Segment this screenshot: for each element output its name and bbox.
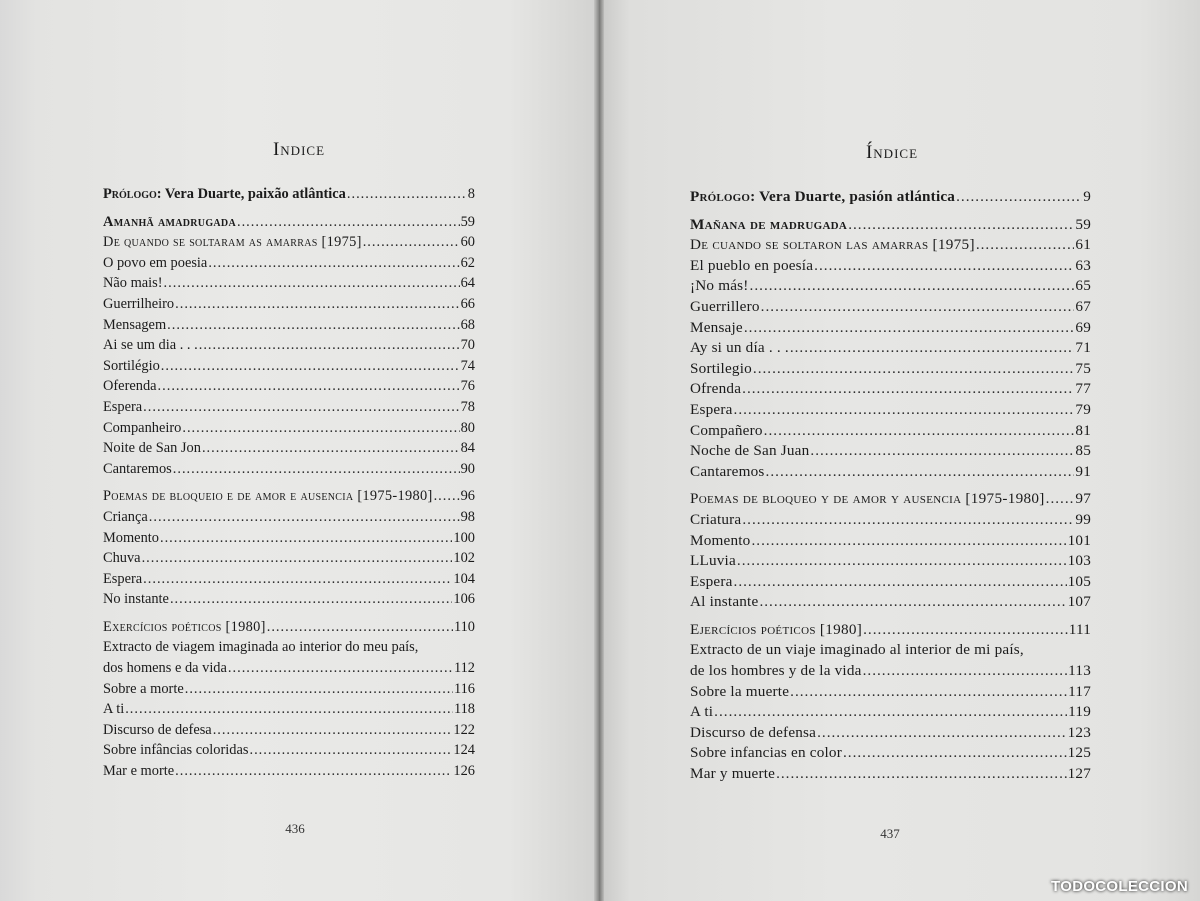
dot-leader <box>149 507 460 528</box>
toc-entry-title: de los hombres y de la vida <box>690 662 862 680</box>
toc-entry <box>690 338 1091 359</box>
toc-entry <box>690 723 1091 744</box>
toc-entry-title: Extracto de un viaje imaginado al interior de mi país, <box>690 641 1024 659</box>
toc-entry <box>690 572 1091 593</box>
toc-entry-title: Cantaremos <box>690 462 765 480</box>
toc-entry <box>690 682 1091 703</box>
toc-page-number: 100 <box>453 529 475 546</box>
dot-leader <box>766 462 1075 483</box>
toc-entry-title: Momento <box>690 531 751 549</box>
toc-entry-title: Espera <box>690 572 733 590</box>
dot-leader <box>744 318 1075 339</box>
toc-entry <box>103 679 475 700</box>
dot-leader <box>976 235 1075 256</box>
toc-page-number: 98 <box>460 508 475 525</box>
toc-page-number: 124 <box>453 742 475 759</box>
page-number: 437 <box>880 826 900 841</box>
dot-leader <box>761 297 1075 318</box>
toc-page-number: 61 <box>1075 236 1091 254</box>
dot-leader <box>213 720 453 741</box>
dot-leader <box>161 356 460 377</box>
toc-entry-title: Criança <box>103 508 148 525</box>
toc-entry-title: dos homens e da vida <box>103 660 227 677</box>
toc-entry-title: Poemas de bloqueio e de amor e ausencia [1975-1980] <box>103 488 433 505</box>
toc-entry <box>103 376 475 397</box>
dot-leader <box>125 699 453 720</box>
toc-entry <box>103 658 475 679</box>
dot-leader <box>759 592 1066 613</box>
toc-entry-title: Não mais! <box>103 275 163 292</box>
toc-page-number: 79 <box>1075 400 1091 418</box>
dot-leader <box>167 315 459 336</box>
toc-page-number: 96 <box>460 488 475 505</box>
dot-leader <box>249 740 452 761</box>
toc-entry <box>690 592 1091 613</box>
dot-leader <box>208 253 459 274</box>
toc-entry <box>103 335 475 356</box>
toc-page-number: 62 <box>460 254 475 271</box>
dot-leader <box>202 438 460 459</box>
toc-entry-title: Chuva <box>103 550 141 567</box>
toc-entry-title: Sortilegio <box>690 359 752 377</box>
toc-entry-title: Ejercícios poéticos [1980] <box>690 620 863 638</box>
toc-page-number: 90 <box>460 460 475 477</box>
toc-entry-title: Al instante <box>690 593 759 611</box>
dot-leader <box>228 658 453 679</box>
dot-leader <box>848 215 1074 236</box>
page-title: Índice <box>865 142 919 163</box>
toc-entry-title: Ai se um dia . . . <box>103 337 198 354</box>
dot-leader <box>363 232 460 253</box>
dot-leader <box>175 294 459 315</box>
toc-entry <box>103 637 475 658</box>
toc-entry <box>690 256 1091 277</box>
dot-leader <box>170 589 452 610</box>
toc-page-number: 81 <box>1075 421 1091 439</box>
dot-leader <box>143 397 459 418</box>
dot-leader <box>750 276 1075 297</box>
toc-entry <box>103 761 475 782</box>
toc-entry <box>690 551 1091 572</box>
toc-page-number: 101 <box>1067 531 1091 549</box>
toc-entry <box>690 297 1091 318</box>
toc-page-number: 68 <box>460 316 475 333</box>
toc-entry-title: Cantaremos <box>103 460 172 477</box>
toc-entry-title: Espera <box>103 398 143 415</box>
toc-entry-title: Sortilégio <box>103 357 160 374</box>
toc-entry <box>690 187 1091 208</box>
toc-page-number: 104 <box>453 570 475 587</box>
dot-leader <box>434 486 460 507</box>
toc-entry <box>103 212 475 233</box>
toc-entry-label: Prólogo: <box>103 186 162 202</box>
toc-entry <box>690 235 1091 256</box>
toc-page-number: 60 <box>460 234 475 251</box>
toc-page-number: 111 <box>1068 620 1091 638</box>
toc-entry <box>103 294 475 315</box>
toc-page-number: 65 <box>1075 277 1091 295</box>
toc-entry-title: Discurso de defesa <box>103 721 212 738</box>
dot-leader <box>347 184 467 205</box>
toc-page-number: 59 <box>460 213 475 230</box>
table-of-contents <box>690 187 1091 785</box>
toc-page-number: 127 <box>1067 765 1091 783</box>
watermark: TODOCOLECCION <box>1051 878 1188 895</box>
dot-leader <box>810 441 1074 462</box>
toc-entry-title: O povo em poesia <box>103 254 208 271</box>
toc-entry-title: Ay si un día . . . <box>690 339 789 357</box>
dot-leader <box>776 764 1067 785</box>
toc-entry-title: Criatura <box>690 510 742 528</box>
toc-page-number: 126 <box>453 763 475 780</box>
toc-page-number: 67 <box>1075 297 1091 315</box>
dot-leader <box>142 548 453 569</box>
toc-entry <box>690 702 1091 723</box>
toc-entry-title: Mensagem <box>103 316 167 333</box>
toc-page-number: 107 <box>1067 593 1091 611</box>
toc-entry-title: El pueblo en poesía <box>690 256 814 274</box>
toc-entry-label: Prólogo: <box>690 188 756 205</box>
toc-entry-title: Guerrilheiro <box>103 295 175 312</box>
toc-page-number: 70 <box>460 337 475 354</box>
toc-entry-title: Noite de San Jon <box>103 440 201 457</box>
toc-entry <box>103 507 475 528</box>
toc-entry <box>103 589 475 610</box>
toc-page-number: 123 <box>1067 723 1091 741</box>
toc-page-number: 91 <box>1075 462 1091 480</box>
toc-page-number: 119 <box>1068 703 1091 721</box>
toc-entry-title: A ti <box>103 701 125 718</box>
toc-entry-title: Espera <box>103 570 143 587</box>
toc-page-number: 69 <box>1075 318 1091 336</box>
toc-entry-title: LLuvia <box>690 552 736 570</box>
toc-entry <box>103 232 475 253</box>
toc-entry-title: Mar e morte <box>103 763 175 780</box>
dot-leader <box>160 528 452 549</box>
toc-entry-title: Discurso de defensa <box>690 723 817 741</box>
toc-page-number: 9 <box>1083 188 1091 205</box>
toc-page-number: 76 <box>460 378 475 395</box>
toc-entry-title: Exercícios poéticos [1980] <box>103 618 266 635</box>
toc-entry-title: De cuando se soltaron las amarras [1975] <box>690 236 975 254</box>
toc-entry <box>690 510 1091 531</box>
toc-page-number: 102 <box>453 550 475 567</box>
toc-entry-text: Vera Duarte, paixão atlântica <box>161 186 346 202</box>
toc-entry <box>103 356 475 377</box>
dot-leader <box>863 661 1068 682</box>
toc-page-number: 118 <box>453 701 475 718</box>
dot-leader <box>742 379 1074 400</box>
dot-leader <box>175 761 452 782</box>
toc-entry <box>103 438 475 459</box>
dot-leader <box>742 510 1074 531</box>
toc-page-number: 84 <box>460 440 475 457</box>
toc-entry <box>103 418 475 439</box>
toc-entry <box>103 184 475 205</box>
dot-leader <box>267 617 453 638</box>
toc-entry <box>690 661 1091 682</box>
toc-entry <box>690 215 1091 236</box>
toc-entry-title: Poemas de bloqueo y de amor y ausencia [1975-1980] <box>690 490 1045 508</box>
toc-entry-title: Sobre la muerte <box>690 682 790 700</box>
toc-page-number: 78 <box>460 398 475 415</box>
toc-entry <box>103 397 475 418</box>
toc-page-number: 110 <box>453 618 475 635</box>
toc-entry-title: Guerrillero <box>690 297 760 315</box>
toc-entry <box>690 400 1091 421</box>
toc-page-number: 106 <box>453 591 475 608</box>
toc-entry-title: Sobre infancias en color <box>690 744 842 762</box>
toc-entry <box>690 620 1091 641</box>
toc-page-number: 105 <box>1067 572 1091 590</box>
right-page <box>600 0 1200 901</box>
toc-entry <box>690 441 1091 462</box>
toc-entry <box>103 315 475 336</box>
dot-leader <box>173 459 460 480</box>
toc-page-number: 117 <box>1068 682 1091 700</box>
toc-page-number: 74 <box>460 357 475 374</box>
toc-entry-title: Amanhã amadrugada <box>103 213 236 230</box>
dot-leader <box>164 273 460 294</box>
toc-entry-title: Mar y muerte <box>690 765 776 783</box>
toc-entry-title: Companheiro <box>103 419 182 436</box>
dot-leader <box>1046 489 1075 510</box>
toc-page-number: 85 <box>1075 442 1091 460</box>
toc-page-number: 66 <box>460 295 475 312</box>
dot-leader <box>956 187 1082 208</box>
toc-page-number: 99 <box>1075 510 1091 528</box>
dot-leader <box>843 743 1067 764</box>
dot-leader <box>764 421 1075 442</box>
dot-leader <box>790 338 1075 359</box>
toc-entry <box>690 462 1091 483</box>
dot-leader <box>737 551 1067 572</box>
dot-leader <box>753 359 1075 380</box>
toc-entry <box>690 743 1091 764</box>
toc-entry-title <box>690 187 955 208</box>
dot-leader <box>199 335 460 356</box>
dot-leader <box>734 572 1067 593</box>
toc-entry <box>690 276 1091 297</box>
dot-leader <box>863 620 1068 641</box>
toc-entry <box>690 379 1091 400</box>
toc-entry-title: Compañero <box>690 421 763 439</box>
book-gutter <box>594 0 604 901</box>
toc-page-number: 59 <box>1075 215 1091 233</box>
toc-entry <box>690 318 1091 339</box>
dot-leader <box>714 702 1067 723</box>
toc-entry <box>690 421 1091 442</box>
toc-entry <box>690 640 1091 661</box>
toc-entry-text: Vera Duarte, pasión atlántica <box>755 188 956 205</box>
toc-page-number: 80 <box>460 419 475 436</box>
dot-leader <box>185 679 453 700</box>
toc-page-number: 64 <box>460 275 475 292</box>
dot-leader <box>158 376 460 397</box>
toc-entry-title: Espera <box>690 400 733 418</box>
toc-entry-title: Momento <box>103 529 159 546</box>
toc-entry-title: Extracto de viagem imaginada ao interior do meu país, <box>103 639 419 656</box>
toc-entry-title: Oferenda <box>103 378 157 395</box>
toc-entry <box>103 720 475 741</box>
toc-entry <box>103 699 475 720</box>
toc-entry-title: A ti <box>690 703 714 721</box>
toc-page-number: 77 <box>1075 380 1091 398</box>
toc-page-number: 8 <box>467 186 475 202</box>
toc-page-number: 125 <box>1067 744 1091 762</box>
toc-page-number: 75 <box>1075 359 1091 377</box>
dot-leader <box>182 418 459 439</box>
toc-page-number: 63 <box>1075 256 1091 274</box>
table-of-contents <box>103 184 475 782</box>
toc-entry-title: Sobre a morte <box>103 680 184 697</box>
toc-entry <box>103 528 475 549</box>
toc-entry <box>103 486 475 507</box>
toc-page-number: 112 <box>453 660 475 677</box>
toc-entry-title: Sobre infâncias coloridas <box>103 742 249 759</box>
page-number: 436 <box>285 821 305 836</box>
dot-leader <box>734 400 1075 421</box>
toc-entry <box>103 617 475 638</box>
toc-entry <box>690 359 1091 380</box>
toc-entry <box>690 531 1091 552</box>
dot-leader <box>814 256 1074 277</box>
toc-page-number: 122 <box>453 721 475 738</box>
dot-leader <box>817 723 1067 744</box>
toc-entry-title: Mañana de madrugada <box>690 215 848 233</box>
toc-page-number: 103 <box>1067 552 1091 570</box>
toc-page-number: 116 <box>453 680 475 697</box>
toc-entry-title: No instante <box>103 591 169 608</box>
toc-page-number: 71 <box>1075 339 1091 357</box>
toc-entry-title: Mensaje <box>690 318 743 336</box>
toc-entry <box>103 740 475 761</box>
page-title: Indice <box>272 139 326 160</box>
toc-entry-title: De quando se soltaram as amarras [1975] <box>103 234 362 251</box>
toc-entry-title: ¡No más! <box>690 277 749 295</box>
dot-leader <box>237 212 460 233</box>
left-page <box>0 0 598 901</box>
toc-entry <box>690 489 1091 510</box>
toc-entry <box>103 548 475 569</box>
toc-entry-title: Ofrenda <box>690 380 742 398</box>
toc-entry <box>103 273 475 294</box>
toc-entry <box>103 253 475 274</box>
dot-leader <box>751 531 1066 552</box>
toc-page-number: 97 <box>1075 490 1091 508</box>
toc-entry-title <box>103 184 346 205</box>
toc-entry-title: Noche de San Juan <box>690 442 810 460</box>
dot-leader <box>143 569 452 590</box>
dot-leader <box>790 682 1067 703</box>
toc-entry <box>103 459 475 480</box>
toc-entry <box>690 764 1091 785</box>
toc-page-number: 113 <box>1068 662 1091 680</box>
toc-entry <box>103 569 475 590</box>
